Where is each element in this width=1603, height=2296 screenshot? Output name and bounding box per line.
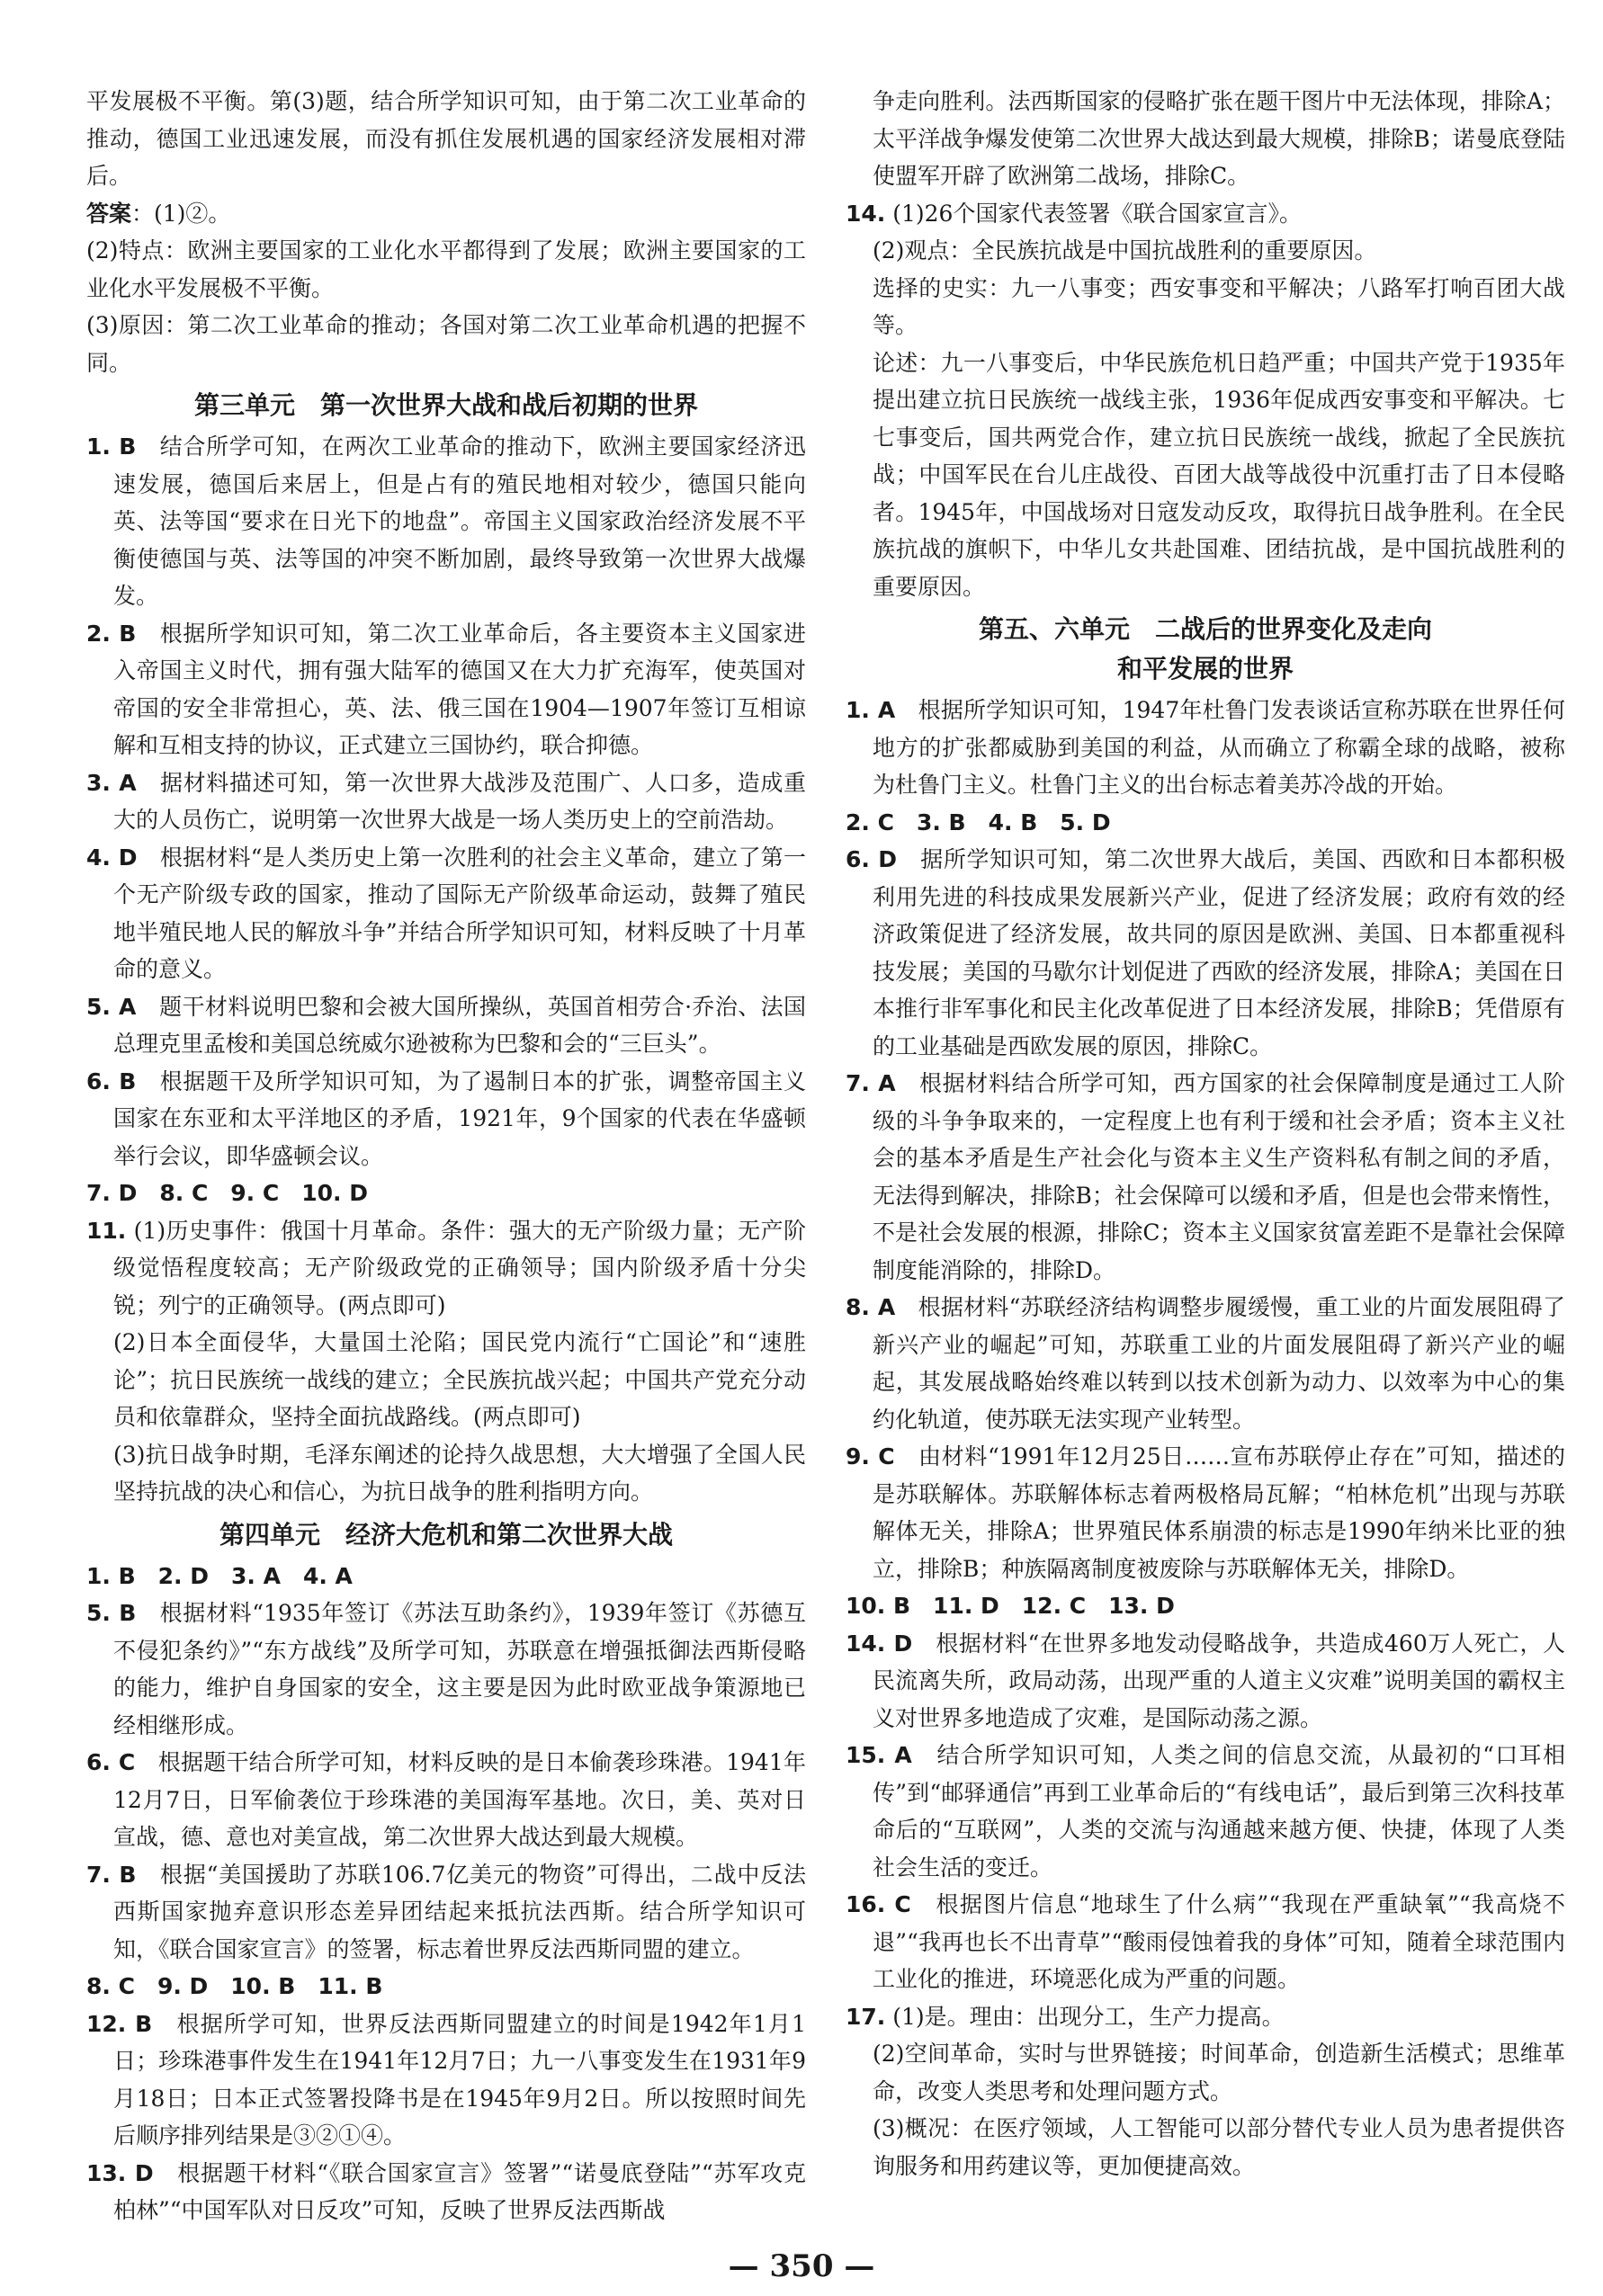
q-text: 结合所学可知，在两次工业革命的推动下，欧洲主要国家经济迅速发展，德国后来居上，但是占有的殖民地相对较少，德国只能向英、法等国“要求在日光下的地盘”。帝国主义国家政治经济发展不平衡使德国与英、法等国的冲突不断加剧，最终导致第一次世界大战爆发。 bbox=[113, 433, 806, 609]
q-number: 7. B bbox=[86, 1861, 137, 1888]
intro-paragraph: 平发展极不平衡。第(3)题，结合所学知识可知，由于第二次工业革命的推动，德国工业迅速发展，而没有抓住发展机遇的国家经济发展相对滞后。 bbox=[86, 88, 806, 189]
q-number: 11. bbox=[86, 1217, 127, 1244]
unit3-q6 bbox=[86, 1063, 806, 1175]
q-number: 12. B bbox=[86, 2010, 153, 2037]
answer-line bbox=[86, 195, 806, 233]
answer-3: (3)原因：第二次工业革命的推动；各国对第二次工业革命机遇的把握不同。 bbox=[86, 312, 806, 376]
q-number: 9. C bbox=[846, 1443, 895, 1470]
unit4-q6 bbox=[86, 1744, 806, 1856]
q-text: 由材料“1991年12月25日……宣布苏联停止存在”可知，描述的是苏联解体。苏联解体标志着两极格局瓦解；“柏林危机”出现与苏联解体无关，排除A；世界殖民体系崩溃的标志是1990年纳米比亚的独立，排除B；种族隔离制度被废除与苏联解体无关，排除D。 bbox=[873, 1443, 1565, 1582]
q-number: 17. bbox=[846, 2003, 886, 2030]
q-text: (1)26个国家代表签署《联合国家宣言》。 bbox=[885, 200, 1302, 227]
unit56-heading-line1: 第五、六单元 二战后的世界变化及走向 bbox=[978, 614, 1432, 644]
q-number: 15. A bbox=[846, 1742, 912, 1768]
unit4-q5 bbox=[86, 1595, 806, 1744]
q-text: 根据材料“1935年签订《苏法互助条约》，1939年签订《苏德互不侵犯条约》”“东方战线”及所学可知，苏联意在增强抵御法西斯侵略的能力，维护自身国家的安全，这主要是因为此时欧亚战争策源地已经相继形成。 bbox=[113, 1600, 806, 1738]
q-text: 根据材料“是人类历史上第一次胜利的社会主义革命，建立了第一个无产阶级专政的国家，推动了国际无产阶级革命运动，鼓舞了殖民地半殖民地人民的解放斗争”并结合所学知识可知，材料反映了十月革命的意义。 bbox=[113, 844, 806, 982]
unit4-q14 bbox=[846, 195, 1565, 233]
q-number: 6. D bbox=[846, 846, 897, 872]
q-number: 1. A bbox=[846, 697, 896, 723]
q-text: 根据所学知识可知，1947年杜鲁门发表谈话宣称苏联在世界任何地方的扩张都威胁到美国的利益，从而确立了称霸全球的战略，被称为杜鲁门主义。杜鲁门主义的出台标志着美苏冷战的开始。 bbox=[873, 697, 1565, 798]
unit4-q13 bbox=[86, 2155, 806, 2229]
q-text: 根据所学可知，世界反法西斯同盟建立的时间是1942年1月1日；珍珠港事件发生在1941年12月7日；九一八事变发生在1931年9月18日；日本正式签署投降书是在1945年9月2日。所以按照时间先后顺序排列结果是③②①④。 bbox=[113, 2010, 807, 2149]
unit4-q12 bbox=[86, 2006, 806, 2155]
q-text: 根据题干材料“《联合国家宣言》签署”“诺曼底登陆”“苏军攻克柏林”“中国军队对日反攻”可知，反映了世界反法西斯战 bbox=[113, 2159, 806, 2223]
q-text: 根据图片信息“地球生了什么病”“我现在严重缺氧”“我高烧不退”“我再也长不出青草”“酸雨侵蚀着我的身体”可知，随着全球范围内工业化的推进，环境恶化成为严重的问题。 bbox=[873, 1891, 1566, 1992]
q-text: 根据所学知识可知，第二次工业革命后，各主要资本主义国家进入帝国主义时代，拥有强大陆军的德国又在大力扩充海军，使英国对帝国的安全非常担心，英、法、俄三国在1904—1907年签订互相谅解和互相支持的协议，正式建立三国协约，联合抑德。 bbox=[113, 620, 806, 758]
unit3-q11 bbox=[86, 1212, 806, 1325]
unit56-q14 bbox=[846, 1625, 1565, 1738]
q-text: 根据材料“苏联经济结构调整步履缓慢，重工业的片面发展阻碍了新兴产业的崛起”可知，苏联重工业的片面发展阻碍了新兴产业的崛起，其发展战略始终难以转到以技术创新为动力、以效率为中心的集约化轨道，使苏联无法实现产业转型。 bbox=[873, 1294, 1565, 1433]
unit56-q10-13: 10. B 11. D 12. C 13. D bbox=[846, 1593, 1175, 1619]
page-number: — 350 — bbox=[728, 2248, 875, 2284]
unit3-q2 bbox=[86, 615, 806, 764]
q-text: 根据材料“在世界多地发动侵略战争，共造成460万人死亡，人民流离失所，政局动荡，出现严重的人道主义灾难”说明美国的霸权主义对世界多地造成了灾难，是国际动荡之源。 bbox=[873, 1630, 1565, 1731]
unit56-heading-line2: 和平发展的世界 bbox=[1116, 654, 1294, 683]
q-text: 根据材料结合所学可知，西方国家的社会保障制度是通过工人阶级的斗争争取来的，一定程度上也有利于缓和社会矛盾；资本主义社会的基本矛盾是生产社会化与资本主义生产资料私有制之间的矛盾，无法得到解决，排除B；社会保障可以缓和矛盾，但是也会带来惰性，不是社会发展的根源，排除C；资本主义国家贫富差距不是靠社会保障制度能消除的，排除D。 bbox=[873, 1070, 1565, 1283]
unit4-q14-part3: 选择的史实：九一八事变；西安事变和平解决；八路军打响百团大战等。 bbox=[873, 274, 1565, 338]
q-number: 8. A bbox=[846, 1294, 896, 1320]
unit4-q14-part4: 论述：九一八事变后，中华民族危机日趋严重；中国共产党于1935年提出建立抗日民族统一战线主张，1936年促成西安事变和平解决。七七事变后，国共两党合作，建立抗日民族统一战线，掀起了全民族抗战；中国军民在台儿庄战役、百团大战等战役中沉重打击了日本侵略者。1945年，中国战场对日寇发动反攻，取得抗日战争胜利。在全民族抗战的旗帜下，中华儿女共赴国难、团结抗战，是中国抗战胜利的重要原因。 bbox=[873, 349, 1565, 600]
q-number: 4. D bbox=[86, 844, 138, 871]
q-number: 14. bbox=[846, 200, 886, 227]
unit56-q17-part3: (3)概况：在医疗领域，人工智能可以部分替代专业人员为患者提供咨询服务和用药建议等，更加便捷高效。 bbox=[873, 2115, 1565, 2179]
unit56-q6 bbox=[846, 841, 1565, 1065]
unit56-q9 bbox=[846, 1438, 1565, 1587]
unit4-q13-continued: 争走向胜利。法西斯国家的侵略扩张在题干图片中无法体现，排除A；太平洋战争爆发使第二次世界大战达到最大规模，排除B；诺曼底登陆使盟军开辟了欧洲第二战场，排除C。 bbox=[873, 88, 1565, 189]
q-text: 根据题干及所学知识可知，为了遏制日本的扩张，调整帝国主义国家在东亚和太平洋地区的矛盾，1921年，9个国家的代表在华盛顿举行会议，即华盛顿会议。 bbox=[113, 1068, 806, 1169]
answer-label: 答案 bbox=[86, 200, 132, 227]
unit4-q14-part2: (2)观点：全民族抗战是中国抗战胜利的重要原因。 bbox=[873, 237, 1377, 264]
q-text: 根据“美国援助了苏联106.7亿美元的物资”可得出，二战中反法西斯国家抛弃意识形态差异团结起来抵抗法西斯。结合所学知识可知，《联合国家宣言》的签署，标志着世界反法西斯同盟的建立。 bbox=[113, 1861, 806, 1962]
unit56-q7 bbox=[846, 1065, 1565, 1289]
right-column bbox=[846, 83, 1565, 2184]
unit3-q5 bbox=[86, 988, 806, 1063]
q-number: 5. B bbox=[86, 1600, 137, 1626]
q-text: (1)历史事件：俄国十月革命。条件：强大的无产阶级力量；无产阶级觉悟程度较高；无产阶级政党的正确领导；国内阶级矛盾十分尖锐；列宁的正确领导。(两点即可) bbox=[113, 1217, 806, 1318]
q-number: 14. D bbox=[846, 1630, 913, 1657]
unit4-heading: 第四单元 经济大危机和第二次世界大战 bbox=[219, 1519, 673, 1550]
q-text: 据材料描述可知，第一次世界大战涉及范围广、人口多，造成重大的人员伤亡，说明第一次世界大战是一场人类历史上的空前浩劫。 bbox=[113, 769, 806, 833]
q-text: (1)是。理由：出现分工，生产力提高。 bbox=[885, 2003, 1285, 2030]
q-number: 1. B bbox=[86, 433, 137, 460]
q-number: 5. A bbox=[86, 993, 137, 1020]
q-text: 根据题干结合所学可知，材料反映的是日本偷袭珍珠港。1941年12月7日，日军偷袭位于珍珠港的美国海军基地。次日，美、英对日宣战，德、意也对美宣战，第二次世界大战达到最大规模。 bbox=[113, 1749, 806, 1850]
q-number: 6. B bbox=[86, 1068, 137, 1094]
q-number: 2. B bbox=[86, 620, 137, 647]
q-text: 题干材料说明巴黎和会被大国所操纵，英国首相劳合·乔治、法国总理克里孟梭和美国总统威尔逊被称为巴黎和会的“三巨头”。 bbox=[113, 993, 806, 1057]
q-text: 据所学知识可知，第二次世界大战后，美国、西欧和日本都积极利用先进的科技成果发展新兴产业，促进了经济发展；政府有效的经济政策促进了经济发展，故共同的原因是欧洲、美国、日本都重视科技发展；美国的马歇尔计划促进了西欧的经济发展，排除A；美国在日本推行非军事化和民主化改革促进了日本经济发展，排除B；凭借原有的工业基础是西欧发展的原因，排除C。 bbox=[873, 846, 1565, 1059]
q-text: 结合所学知识可知，人类之间的信息交流，从最初的“口耳相传”到“邮驿通信”再到工业革命后的“有线电话”，最后到第三次科技革命后的“互联网”，人类的交流与沟通越来越方便、快捷，体现了人类社会生活的变迁。 bbox=[873, 1742, 1565, 1881]
unit56-q1 bbox=[846, 692, 1565, 804]
unit3-heading: 第三单元 第一次世界大战和战后初期的世界 bbox=[193, 390, 698, 420]
unit3-q4 bbox=[86, 839, 806, 988]
unit3-q11-part3: (3)抗日战争时期，毛泽东阐述的论持久战思想，大大增强了全国人民坚持抗战的决心和信心，为抗日战争的胜利指明方向。 bbox=[113, 1441, 806, 1505]
unit3-q3 bbox=[86, 764, 806, 839]
answer-1: ：(1)②。 bbox=[131, 200, 231, 227]
unit56-q16 bbox=[846, 1886, 1565, 1998]
unit56-q2-5: 2. C 3. B 4. B 5. D bbox=[846, 809, 1111, 835]
q-number: 6. C bbox=[86, 1749, 136, 1775]
unit56-q17 bbox=[846, 1998, 1565, 2036]
q-number: 3. A bbox=[86, 769, 137, 796]
unit4-q8-11: 8. C 9. D 10. B 11. B bbox=[86, 1973, 383, 1999]
answer-2: (2)特点：欧洲主要国家的工业化水平都得到了发展；欧洲主要国家的工业化水平发展极不平衡。 bbox=[86, 237, 806, 301]
unit3-q11-part2: (2)日本全面侵华，大量国土沦陷；国民党内流行“亡国论”和“速胜论”；抗日民族统一战线的建立；全民族抗战兴起；中国共产党充分动员和依靠群众，坚持全面抗战路线。(两点即可) bbox=[113, 1329, 806, 1430]
unit56-q17-part2: (2)空间革命，实时与世界链接；时间革命，创造新生活模式；思维革命，改变人类思考和处理问题方式。 bbox=[873, 2041, 1565, 2104]
unit3-q7-10: 7. D 8. C 9. C 10. D bbox=[86, 1180, 368, 1206]
unit56-q8 bbox=[846, 1289, 1565, 1438]
unit4-q1-4: 1. B 2. D 3. A 4. A bbox=[86, 1562, 353, 1589]
unit56-q15 bbox=[846, 1737, 1565, 1886]
unit4-q7 bbox=[86, 1856, 806, 1969]
q-number: 7. A bbox=[846, 1070, 896, 1096]
unit3-q1 bbox=[86, 428, 806, 615]
q-number: 16. C bbox=[846, 1891, 911, 1917]
left-column bbox=[86, 83, 806, 2229]
q-number: 13. D bbox=[86, 2159, 154, 2186]
